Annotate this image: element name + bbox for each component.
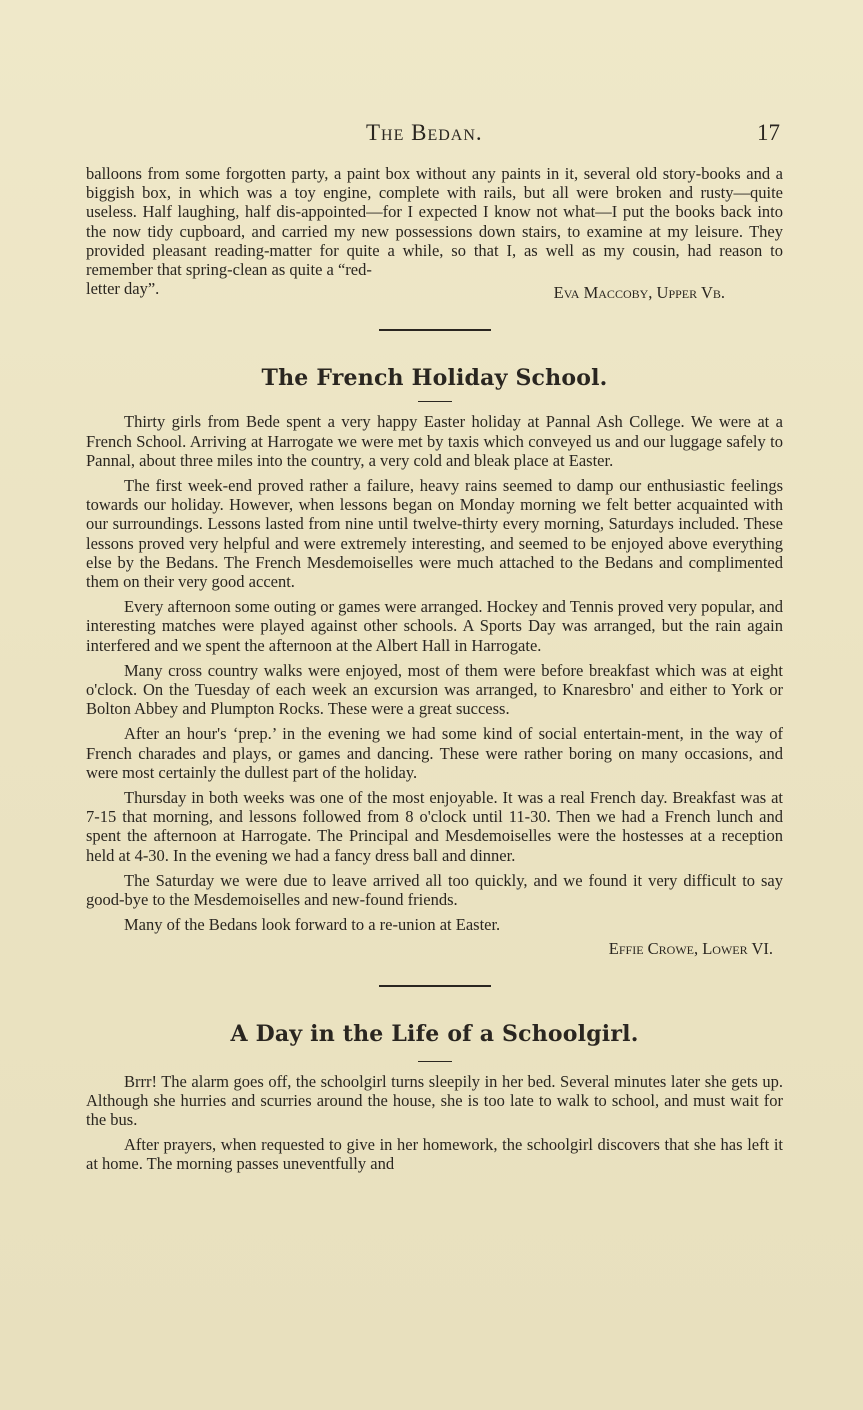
author-signature: Eva Maccoby, Upper Vb. [553, 283, 725, 303]
paragraph: After prayers, when requested to give in her homework, the schoolgirl discovers that she has left it at home. The morning passes uneventfully and [86, 1135, 783, 1174]
paragraph: Many cross country walks were enjoyed, most of them were before breakfast which was at eight o'clock. On the Tuesday of each week an excursion was arranged, to Knaresbro' and either to York or Bolton Abbey and Plumpton Rocks. These were a great success. [86, 660, 783, 719]
running-head [0, 120, 863, 152]
paragraph: The first week-end proved rather a failure, heavy rains seemed to damp our enthusiastic feelings towards our holiday. However, when lessons began on Monday morning we felt better acquainted with our surroundings. Lessons lasted from nine until twelve-thirty every morning, Saturdays included. These lessons proved very helpful and were extremely interesting, and seemed to be enjoyed above everything else by the Bedans. The French Mesdemoiselles were much attached to the Bedans and complimented them on their very good accent. [86, 476, 783, 592]
page-number: 17 [757, 120, 780, 145]
title-rule [418, 1061, 452, 1062]
section-divider [379, 985, 491, 987]
article-continued [86, 164, 783, 302]
paragraph-continued: balloons from some forgotten party, a paint box without any paints in it, several old story-books and a biggish box, in which was a toy engine, complete with rails, but all were broken and rusty—quite useless. Half laughing, half dis-appointed—for I expected I know not what—I put the books back into the now tidy cupboard, and carried my new possessions down stairs, to examine at my leisure. They provided pleasant reading-matter for quite a while, so that I, as well as my cousin, had reason to remember that spring-clean as quite a “red- [86, 164, 783, 280]
section-divider [379, 329, 491, 331]
article-title: A Day in the Life of a Schoolgirl. [230, 1020, 639, 1047]
content-column [86, 164, 783, 1174]
paragraph: Every afternoon some outing or games were arranged. Hockey and Tennis proved very popular, and interesting matches were played against other schools. A Sports Day was arranged, but the rain again interfered and we spent the afternoon at the Albert Hall in Harrogate. [86, 597, 783, 655]
paragraph: Thirty girls from Bede spent a very happy Easter holiday at Pannal Ash College. We were at a French School. Arriving at Harrogate we were met by taxis which conveyed us and our luggage safely to Pannal, about three miles into the country, a very cold and bleak place at Easter. [86, 412, 783, 470]
article-title: The French Holiday School. [261, 365, 608, 392]
paragraph: The Saturday we were due to leave arrived all too quickly, and we found it very difficult to say good-bye to the Mesdemoiselles and new-found friends. [86, 870, 783, 910]
paragraph: Brrr! The alarm goes off, the schoolgirl turns sleepily in her bed. Several minutes later she gets up. Although she hurries and scurries around the house, she is too late to walk to school, and must wait for the bus. [86, 1071, 783, 1129]
closing-text: letter day”. [86, 279, 160, 299]
paragraph: Many of the Bedans look forward to a re-union at Easter. [124, 915, 501, 935]
title-rule [418, 401, 452, 402]
article-body [86, 1072, 783, 1174]
paragraph: Thursday in both weeks was one of the most enjoyable. It was a real French day. Breakfast was at 7-15 that morning, and lessons followed from 8 o'clock until 11-30. Then we had a French lunch and spent the afternoon at Harrogate. The Principal and Mesdemoiselles were the hostesses at a reception held at 4-30. In the evening we had a fancy dress ball and dinner. [86, 788, 783, 865]
author-signature: Effie Crowe, Lower VI. [608, 938, 773, 958]
closing-line [86, 279, 783, 302]
journal-title: The Bedan. [366, 120, 483, 145]
paragraph: After an hour's ‘prep.’ in the evening we had some kind of social entertain-ment, in the way of French charades and plays, or games and dancing. These were rather boring on many occasions, and were most certainly the dullest part of the holiday. [86, 724, 783, 782]
article-body [86, 412, 783, 958]
